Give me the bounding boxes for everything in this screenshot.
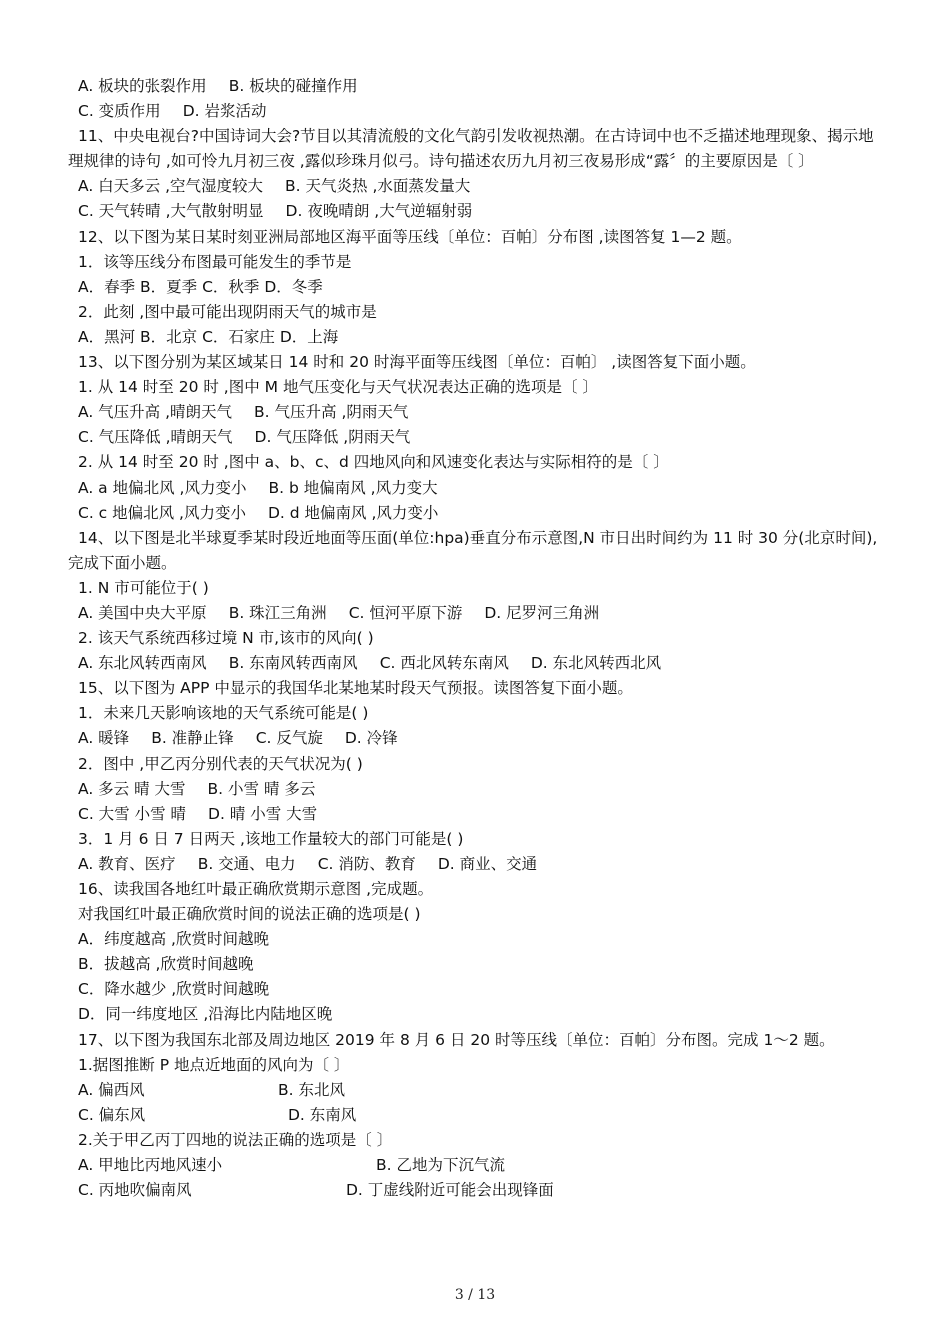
option: B. 板块的碰撞作用 <box>228 77 358 95</box>
sub-question: 2．此刻 ,图中最可能出现阴雨天气的城市是 <box>78 302 377 321</box>
option-row <box>68 1078 886 1103</box>
option-row <box>68 777 886 802</box>
option-row <box>68 651 886 676</box>
option: A. 教育、医疗 <box>78 854 176 873</box>
option-row <box>68 199 886 224</box>
option: D. 晴 小雪 大雪 <box>208 804 318 823</box>
option-row: A．春季 B．夏季 C．秋季 D．冬季 <box>78 277 323 296</box>
option: D. 气压降低 ,阴雨天气 <box>254 428 411 447</box>
option: D. 丁虚线附近可能会出现锋面 <box>346 1181 554 1200</box>
sub-question: 2．图中 ,甲乙丙分别代表的天气状况为( ) <box>78 754 363 773</box>
option: C. 丙地吹偏南风 <box>78 1181 192 1200</box>
option: A. 东北风转西南风 <box>78 654 207 673</box>
document-body <box>68 74 886 1203</box>
option-row <box>68 425 886 450</box>
option: A. 白天多云 ,空气湿度较大 <box>78 177 264 196</box>
option-row <box>68 1103 886 1128</box>
option: D．同一纬度地区 ,沿海比内陆地区晚 <box>78 1005 333 1024</box>
question-12: 12、以下图为某日某时刻亚洲局部地区海平面等压线〔单位：百帕〕分布图 ,读图答复 1—2 题。 <box>78 227 742 246</box>
sub-question: 1.据图推断 P 地点近地面的风向为〔 〕 <box>78 1055 350 1074</box>
option: A．纬度越高 ,欣赏时间越晚 <box>78 930 269 949</box>
option-row <box>68 601 886 626</box>
question-11: 11、中央电视台?中国诗词大会?节目以其清流般的文化气韵引发收视热潮。在古诗词中也不乏描述地理现象、揭示地理规律的诗句 ,如可怜九月初三夜 ,露似珍珠月似弓。诗句描述农历九月初三夜易形成“露〞的主要原因是〔 〕 <box>68 127 874 171</box>
question-13: 13、以下图分别为某区域某日 14 时和 20 时海平面等压线图〔单位：百帕〕 ,读图答复下面小题。 <box>78 353 756 372</box>
sub-question: 2. 该天气系统西移过境 N 市,该市的风向( ) <box>78 629 374 648</box>
option-row <box>68 852 886 877</box>
option: A. 气压升高 ,晴朗天气 <box>78 403 233 422</box>
sub-question: 对我国红叶最正确欣赏时间的说法正确的选项是( ) <box>78 905 421 924</box>
option: A. 暖锋 <box>78 729 130 748</box>
option: C. 大雪 小雪 晴 <box>78 804 187 823</box>
option-row <box>68 1153 886 1178</box>
option: A. 多云 晴 大雪 <box>78 779 186 798</box>
option: D. 冷锋 <box>344 729 398 748</box>
option-row <box>68 802 886 827</box>
option-row <box>68 99 886 124</box>
option: B. 气压升高 ,阴雨天气 <box>254 403 409 422</box>
sub-question: 2.关于甲乙丙丁四地的说法正确的选项是〔 〕 <box>78 1130 393 1149</box>
option: A. 甲地比丙地风速小 <box>78 1156 223 1175</box>
option: B. b 地偏南风 ,风力变大 <box>268 478 438 497</box>
option: D. 商业、交通 <box>437 854 538 873</box>
option: C. 消防、教育 <box>317 854 416 873</box>
sub-question: 1．未来几天影响该地的天气系统可能是( ) <box>78 704 369 723</box>
option-row <box>68 74 886 99</box>
option: A. 偏西风 <box>78 1080 145 1099</box>
option: A. 美国中央大平原 <box>78 603 207 622</box>
sub-question: 1. N 市可能位于( ) <box>78 578 209 597</box>
option: B．拔越高 ,欣赏时间越晚 <box>78 955 254 974</box>
option-row <box>68 174 886 199</box>
sub-question: 2. 从 14 时至 20 时 ,图中 a、b、c、d 四地风向和风速变化表达与实际相符的是〔 〕 <box>78 453 669 472</box>
sub-question: 1．该等压线分布图最可能发生的季节是 <box>78 252 352 271</box>
option: C. 变质作用 <box>78 102 161 121</box>
option-row <box>68 1178 886 1203</box>
question-17: 17、以下图为我国东北部及周边地区 2019 年 8 月 6 日 20 时等压线〔单位：百帕〕分布图。完成 1～2 题。 <box>78 1030 835 1049</box>
option-row <box>68 400 886 425</box>
question-15: 15、以下图为 APP 中显示的我国华北某地某时段天气预报。读图答复下面小题。 <box>78 679 633 698</box>
option: B. 东南风转西南风 <box>228 654 358 673</box>
sub-question: 1. 从 14 时至 20 时 ,图中 M 地气压变化与天气状况表达正确的选项是〔 〕 <box>78 378 598 397</box>
question-16: 16、读我国各地红叶最正确欣赏期示意图 ,完成题。 <box>78 880 434 898</box>
option: D. 夜晚晴朗 ,大气逆辐射弱 <box>285 202 473 221</box>
page-number: 3 / 13 <box>454 1287 496 1303</box>
option: C. c 地偏北风 ,风力变小 <box>78 503 246 522</box>
option: D. 东南风 <box>288 1105 357 1124</box>
option: C. 天气转晴 ,大气散射明显 <box>78 202 264 221</box>
option: B. 准静止锋 <box>151 729 234 748</box>
option-row <box>68 501 886 526</box>
question-14: 14、以下图是北半球夏季某时段近地面等压面(单位:hpa)垂直分布示意图,N 市日出时间约为 11 时 30 分(北京时间),完成下面小题。 <box>68 528 878 572</box>
option: D. d 地偏南风 ,风力变小 <box>267 503 439 522</box>
option: C. 恒河平原下游 <box>348 603 463 622</box>
option: C. 偏东风 <box>78 1105 146 1124</box>
sub-question: 3．1 月 6 日 7 日两天 ,该地工作量较大的部门可能是( ) <box>78 829 464 848</box>
option: B. 交通、电力 <box>197 854 296 873</box>
option: B. 东北风 <box>278 1080 345 1099</box>
option: C. 反气旋 <box>255 729 323 748</box>
option: D. 尼罗河三角洲 <box>484 603 600 622</box>
option: B. 小雪 晴 多云 <box>207 779 316 798</box>
option: A. 板块的张裂作用 <box>78 77 207 95</box>
option: C. 西北风转东南风 <box>379 654 509 673</box>
option: D. 岩浆活动 <box>182 102 267 121</box>
option: A. a 地偏北风 ,风力变小 <box>78 478 247 497</box>
option-row <box>68 726 886 751</box>
option-row <box>68 476 886 501</box>
option: C．降水越少 ,欣赏时间越晚 <box>78 980 270 999</box>
option: B. 乙地为下沉气流 <box>376 1156 505 1175</box>
option: B. 珠江三角洲 <box>228 603 327 622</box>
option-row: A．黑河 B．北京 C．石家庄 D．上海 <box>78 327 339 346</box>
option: D. 东北风转西北风 <box>530 654 662 673</box>
option: B. 天气炎热 ,水面蒸发量大 <box>285 177 471 196</box>
option: C. 气压降低 ,晴朗天气 <box>78 428 233 447</box>
